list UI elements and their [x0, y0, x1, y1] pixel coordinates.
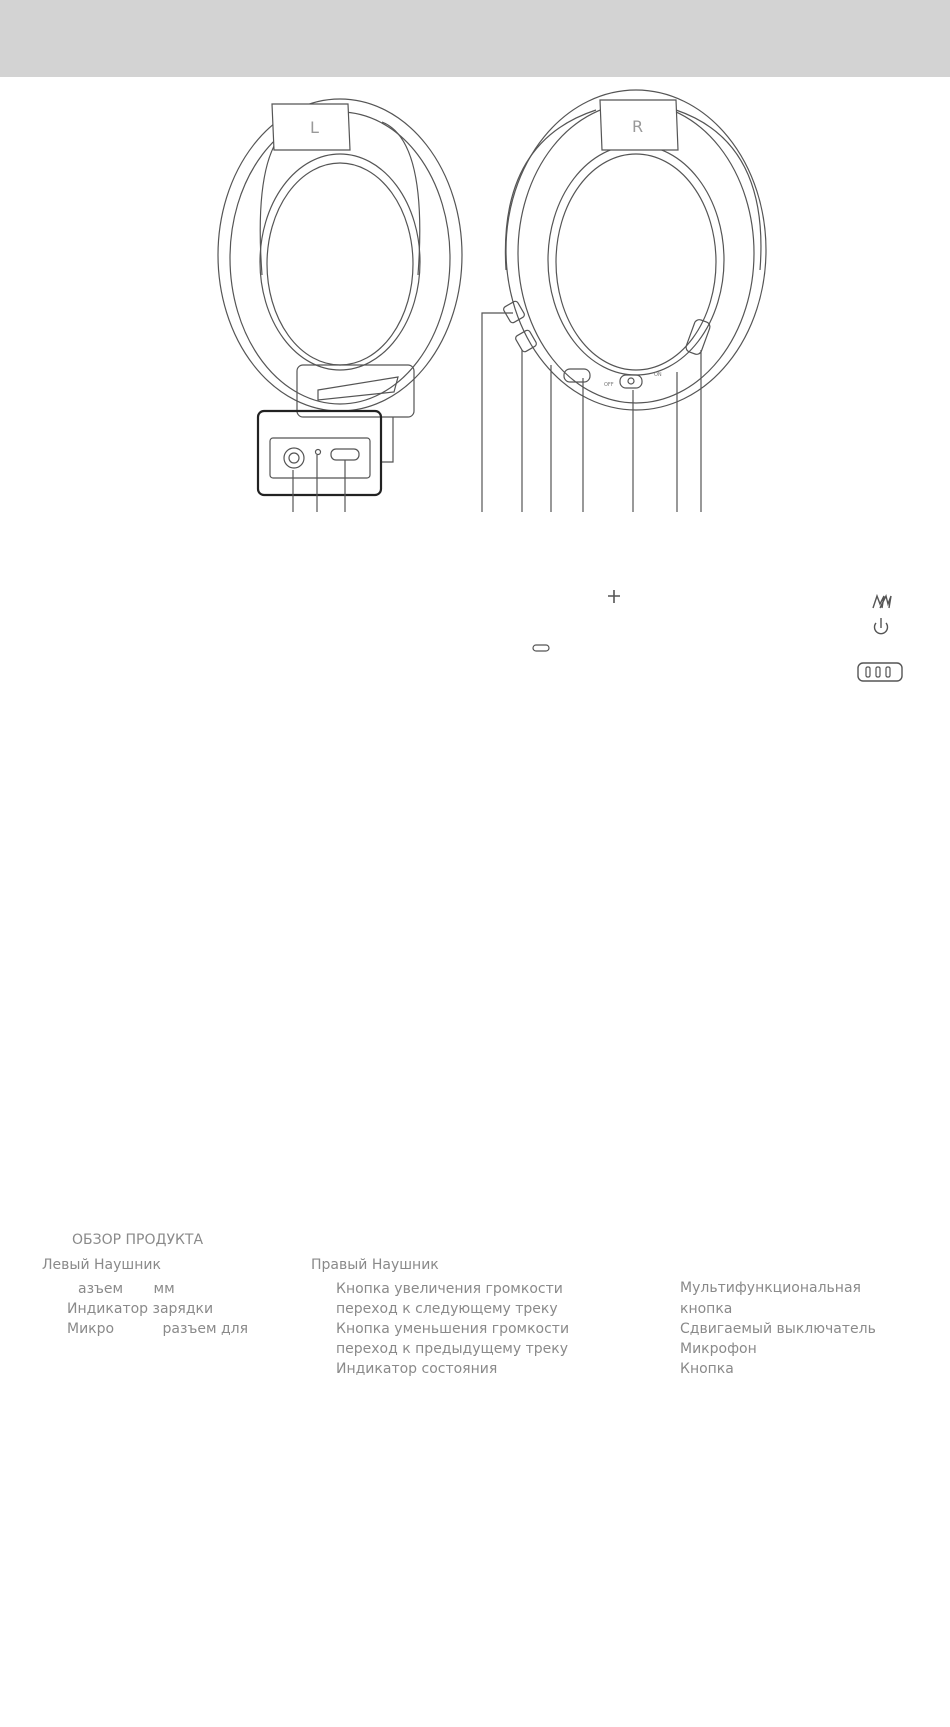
left-item-jack-part2: мм	[153, 1281, 175, 1297]
left-item-jack	[78, 1279, 175, 1299]
multifunction-m-icon	[873, 596, 891, 608]
right-col2-line5: Кнопка	[680, 1361, 734, 1377]
left-earphone-heading: Левый Наушник	[42, 1257, 161, 1273]
overview-title: ОБЗОР ПРОДУКТА	[72, 1232, 204, 1248]
power-icon	[874, 618, 887, 634]
left-item-micro-part2: разъем для	[162, 1321, 249, 1337]
switch-on-label: ON	[654, 372, 662, 378]
plus-icon	[608, 590, 620, 603]
right-col2-line4: Микрофон	[680, 1341, 757, 1357]
minus-icon	[533, 645, 549, 651]
top-gray-band	[0, 0, 950, 77]
right-earcup	[482, 90, 766, 512]
right-col1-line4: переход к предыдущему треку	[336, 1341, 568, 1357]
battery-icon	[858, 663, 902, 681]
right-col1-line2: переход к следующему треку	[336, 1301, 558, 1317]
left-item-micro-usb	[67, 1319, 248, 1339]
right-col2-line2: кнопка	[680, 1301, 733, 1317]
right-earphone-heading: Правый Наушник	[311, 1257, 439, 1273]
left-item-micro-part1: Микро	[67, 1321, 115, 1337]
left-item-charge-indicator: Индикатор зарядки	[67, 1301, 214, 1317]
left-earcup	[218, 99, 462, 512]
right-col1-line5: Индикатор состояния	[336, 1361, 498, 1377]
left-item-jack-part1: азъем	[78, 1281, 124, 1297]
right-col1-line3: Кнопка уменьшения громкости	[336, 1321, 570, 1337]
right-col2-line1: Мультифункциональная	[680, 1280, 861, 1296]
headphones-diagram	[0, 77, 950, 697]
left-earcup-letter: L	[310, 118, 319, 137]
right-col1-line1: Кнопка увеличения громкости	[336, 1281, 563, 1297]
right-earcup-letter: R	[632, 117, 644, 136]
right-col2-line3: Сдвигаемый выключатель	[680, 1321, 876, 1337]
switch-off-label: OFF	[604, 382, 614, 388]
